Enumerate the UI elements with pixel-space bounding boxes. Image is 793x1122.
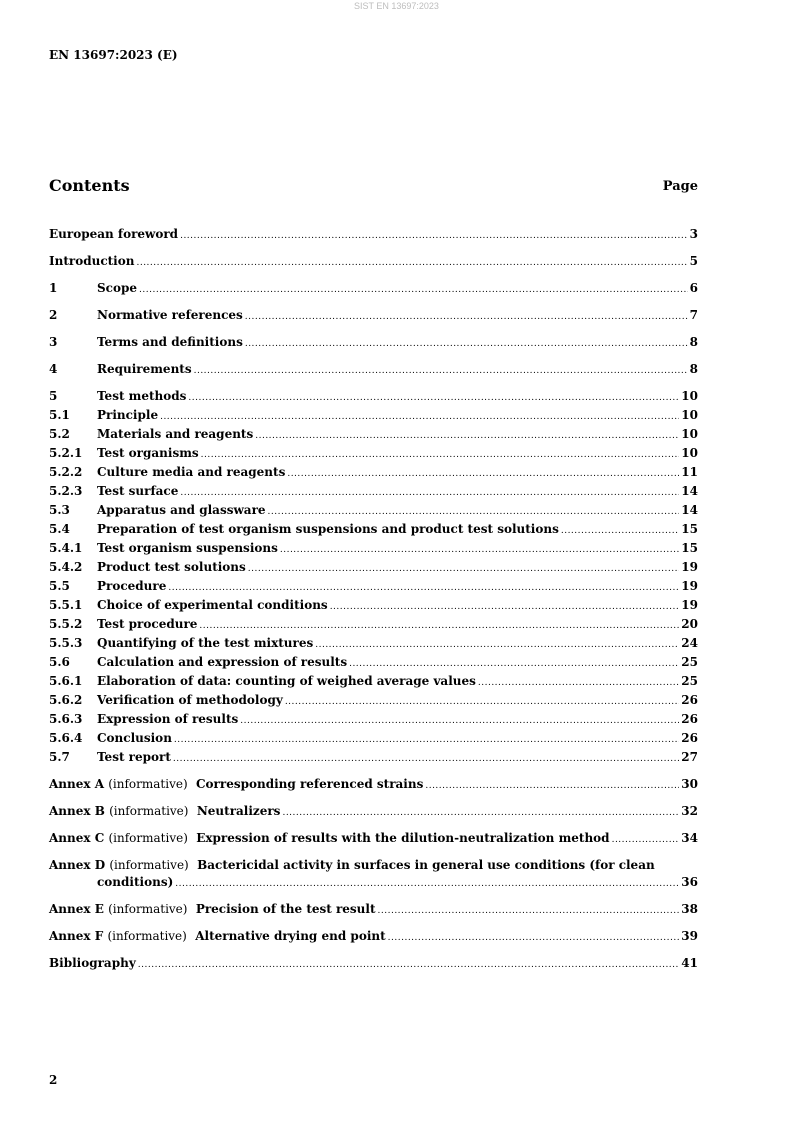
toc-number: 2 (49, 308, 58, 322)
toc-entry-5-2-2[interactable] (49, 464, 698, 483)
toc-entry-annex-b[interactable] (49, 803, 698, 822)
toc-title: Culture media and reagents (97, 465, 286, 479)
toc-number: 5.5.2 (49, 617, 83, 631)
toc-entry-5-6-4[interactable] (49, 730, 698, 749)
toc-page: 10 (681, 408, 698, 422)
toc-title: Normative references (97, 308, 243, 322)
toc-entry-5-6-3[interactable] (49, 711, 698, 730)
leader-dots (287, 466, 679, 483)
leader-dots (245, 309, 688, 326)
toc-title: Test methods (97, 389, 187, 403)
leader-dots (255, 428, 679, 445)
toc-title-line1 (49, 857, 698, 874)
leader-dots (173, 751, 679, 768)
toc-entry-5-6[interactable] (49, 654, 698, 673)
toc-title: Verification of methodology (97, 693, 283, 707)
toc-number: 5.3 (49, 503, 70, 517)
annex-type: (informative) (109, 858, 189, 872)
toc-number: 4 (49, 362, 58, 376)
toc-number: 5.6.1 (49, 674, 83, 688)
toc-number: 5.5 (49, 579, 70, 593)
leader-dots (199, 618, 679, 635)
toc-entry-5-2[interactable] (49, 426, 698, 445)
toc-entry-annex-f[interactable] (49, 928, 698, 947)
toc-title: Expression of results (97, 712, 239, 726)
leader-dots (175, 876, 679, 893)
leader-dots (180, 228, 688, 245)
toc-entry-5-4[interactable] (49, 521, 698, 540)
leader-dots (180, 485, 679, 502)
leader-dots (268, 504, 680, 521)
toc-page: 26 (681, 731, 698, 745)
leader-dots (425, 778, 679, 795)
toc-title-line2 (49, 874, 698, 893)
toc-entry-5-5-3[interactable] (49, 635, 698, 654)
toc-page: 6 (689, 281, 698, 295)
annex-title: Bactericidal activity in surfaces in general use conditions (for clean (197, 858, 655, 872)
toc-title: Calculation and expression of results (97, 655, 348, 669)
toc-number: 1 (49, 281, 58, 295)
toc-number: 5.4 (49, 522, 70, 536)
toc-title: Introduction (49, 254, 135, 268)
toc-number: 5.1 (49, 408, 70, 422)
annex-label: Annex D (49, 858, 106, 872)
toc-page: 24 (681, 636, 698, 650)
toc-title (49, 830, 610, 847)
toc-page: 8 (689, 335, 698, 349)
toc-title: Materials and reagents (97, 427, 254, 441)
leader-dots (194, 363, 688, 380)
annex-title: Alternative drying end point (195, 929, 386, 943)
leader-dots (315, 637, 679, 654)
toc-number: 5.2.1 (49, 446, 83, 460)
toc-number: 5.2 (49, 427, 70, 441)
toc-page: 25 (681, 674, 698, 688)
toc-entry-5-2-3[interactable] (49, 483, 698, 502)
leader-dots (139, 282, 688, 299)
toc-entry-5-4-1[interactable] (49, 540, 698, 559)
leader-dots (330, 599, 680, 616)
toc-page: 32 (681, 804, 698, 818)
toc-entry-5[interactable] (49, 388, 698, 407)
toc-number: 5.6.2 (49, 693, 83, 707)
annex-label: Annex A (49, 777, 105, 791)
toc-entry-5-3[interactable] (49, 502, 698, 521)
contents-heading: Contents (49, 176, 130, 195)
toc-entry-introduction[interactable] (49, 253, 698, 272)
toc-page: 34 (681, 831, 698, 845)
toc-entry-5-2-1[interactable] (49, 445, 698, 464)
toc-entry-2[interactable] (49, 307, 698, 326)
toc-page: 20 (681, 617, 698, 631)
toc-title: Test report (97, 750, 171, 764)
annex-label: Annex F (49, 929, 104, 943)
leader-dots (245, 336, 688, 353)
toc-entry-5-1[interactable] (49, 407, 698, 426)
toc-number: 5.6.3 (49, 712, 83, 726)
toc-title: Apparatus and glassware (97, 503, 266, 517)
toc-title (49, 803, 280, 820)
toc-page: 8 (689, 362, 698, 376)
table-of-contents (49, 226, 698, 974)
toc-entry-foreword[interactable] (49, 226, 698, 245)
toc-title (49, 776, 423, 793)
annex-type: (informative) (108, 831, 188, 845)
toc-title: Procedure (97, 579, 167, 593)
toc-page: 14 (681, 503, 698, 517)
toc-title: Bibliography (49, 956, 136, 970)
toc-entry-3[interactable] (49, 334, 698, 353)
toc-entry-5-6-2[interactable] (49, 692, 698, 711)
toc-title: Product test solutions (97, 560, 246, 574)
leader-dots (282, 805, 679, 822)
annex-type: (informative) (108, 777, 188, 791)
toc-number: 5.5.1 (49, 598, 83, 612)
watermark: SIST EN 13697:2023 (354, 1, 439, 11)
leader-dots (248, 561, 680, 578)
toc-page: 38 (681, 902, 698, 916)
toc-page: 14 (681, 484, 698, 498)
toc-page: 19 (681, 560, 698, 574)
toc-page: 27 (681, 750, 698, 764)
toc-entry-bibliography[interactable] (49, 955, 698, 974)
toc-page: 26 (681, 693, 698, 707)
annex-label: Annex E (49, 902, 104, 916)
annex-type: (informative) (107, 929, 187, 943)
toc-page: 19 (681, 598, 698, 612)
toc-title: Scope (97, 281, 138, 295)
toc-entry-5-5[interactable] (49, 578, 698, 597)
toc-title: Test procedure (97, 617, 198, 631)
toc-title: Preparation of test organism suspensions and product test solutions (97, 522, 559, 536)
leader-dots (138, 957, 680, 974)
toc-entry-annex-d[interactable] (49, 857, 698, 893)
toc-title: Conclusion (97, 731, 172, 745)
toc-title: Principle (97, 408, 159, 422)
toc-page: 3 (689, 227, 698, 241)
annex-label: Annex C (49, 831, 105, 845)
toc-number: 5.7 (49, 750, 70, 764)
annex-title: Neutralizers (196, 804, 281, 818)
toc-page: 15 (681, 522, 698, 536)
toc-entry-annex-a[interactable] (49, 776, 698, 795)
toc-number: 5.2.2 (49, 465, 83, 479)
toc-page: 39 (681, 929, 698, 943)
toc-number: 5 (49, 389, 58, 403)
toc-title: Terms and definitions (97, 335, 243, 349)
toc-title: Test surface (97, 484, 179, 498)
leader-dots (612, 832, 680, 849)
toc-title: Test organism suspensions (97, 541, 278, 555)
toc-number: 5.4.2 (49, 560, 83, 574)
toc-entry-4[interactable] (49, 361, 698, 380)
toc-page: 26 (681, 712, 698, 726)
toc-page: 36 (681, 875, 698, 889)
toc-number: 5.6.4 (49, 731, 83, 745)
leader-dots (280, 542, 679, 559)
annex-type: (informative) (108, 902, 188, 916)
annex-label: Annex B (49, 804, 105, 818)
toc-entry-5-5-2[interactable] (49, 616, 698, 635)
toc-page: 5 (689, 254, 698, 268)
annex-title: Corresponding referenced strains (196, 777, 424, 791)
toc-entry-5-4-2[interactable] (49, 559, 698, 578)
toc-page: 10 (681, 427, 698, 441)
toc-page: 10 (681, 446, 698, 460)
annex-title: Expression of results with the dilution-neutralization method (196, 831, 610, 845)
leader-dots (388, 930, 680, 947)
toc-entry-5-5-1[interactable] (49, 597, 698, 616)
leader-dots (378, 903, 680, 920)
leader-dots (349, 656, 679, 673)
leader-dots (478, 675, 679, 692)
toc-title (49, 901, 376, 918)
toc-number: 5.4.1 (49, 541, 83, 555)
leader-dots (160, 409, 679, 426)
toc-entry-1[interactable] (49, 280, 698, 299)
toc-page: 25 (681, 655, 698, 669)
toc-number: 5.2.3 (49, 484, 83, 498)
page-number: 2 (49, 1073, 58, 1087)
toc-title: Test organisms (97, 446, 199, 460)
page-column-heading: Page (662, 179, 698, 194)
leader-dots (240, 713, 679, 730)
annex-type: (informative) (109, 804, 189, 818)
leader-dots (168, 580, 679, 597)
toc-page: 41 (681, 956, 698, 970)
toc-page: 15 (681, 541, 698, 555)
toc-title: Quantifying of the test mixtures (97, 636, 314, 650)
toc-entry-5-7[interactable] (49, 749, 698, 768)
toc-title: Choice of experimental conditions (97, 598, 328, 612)
annex-title-continued: conditions) (97, 875, 174, 889)
toc-page: 19 (681, 579, 698, 593)
leader-dots (174, 732, 679, 749)
leader-dots (285, 694, 679, 711)
leader-dots (561, 523, 679, 540)
leader-dots (188, 390, 679, 407)
toc-title: European foreword (49, 227, 179, 241)
annex-title: Precision of the test result (195, 902, 376, 916)
leader-dots (201, 447, 680, 464)
toc-title: Requirements (97, 362, 192, 376)
toc-page: 11 (681, 465, 698, 479)
toc-page: 10 (681, 389, 698, 403)
document-id: EN 13697:2023 (E) (49, 48, 178, 62)
toc-entry-annex-c[interactable] (49, 830, 698, 849)
toc-title: Elaboration of data: counting of weighed average values (97, 674, 476, 688)
toc-number: 5.5.3 (49, 636, 83, 650)
toc-number: 3 (49, 335, 58, 349)
toc-page: 7 (689, 308, 698, 322)
toc-page: 30 (681, 777, 698, 791)
toc-entry-5-6-1[interactable] (49, 673, 698, 692)
leader-dots (136, 255, 687, 272)
toc-title (49, 928, 386, 945)
toc-number: 5.6 (49, 655, 70, 669)
toc-entry-annex-e[interactable] (49, 901, 698, 920)
